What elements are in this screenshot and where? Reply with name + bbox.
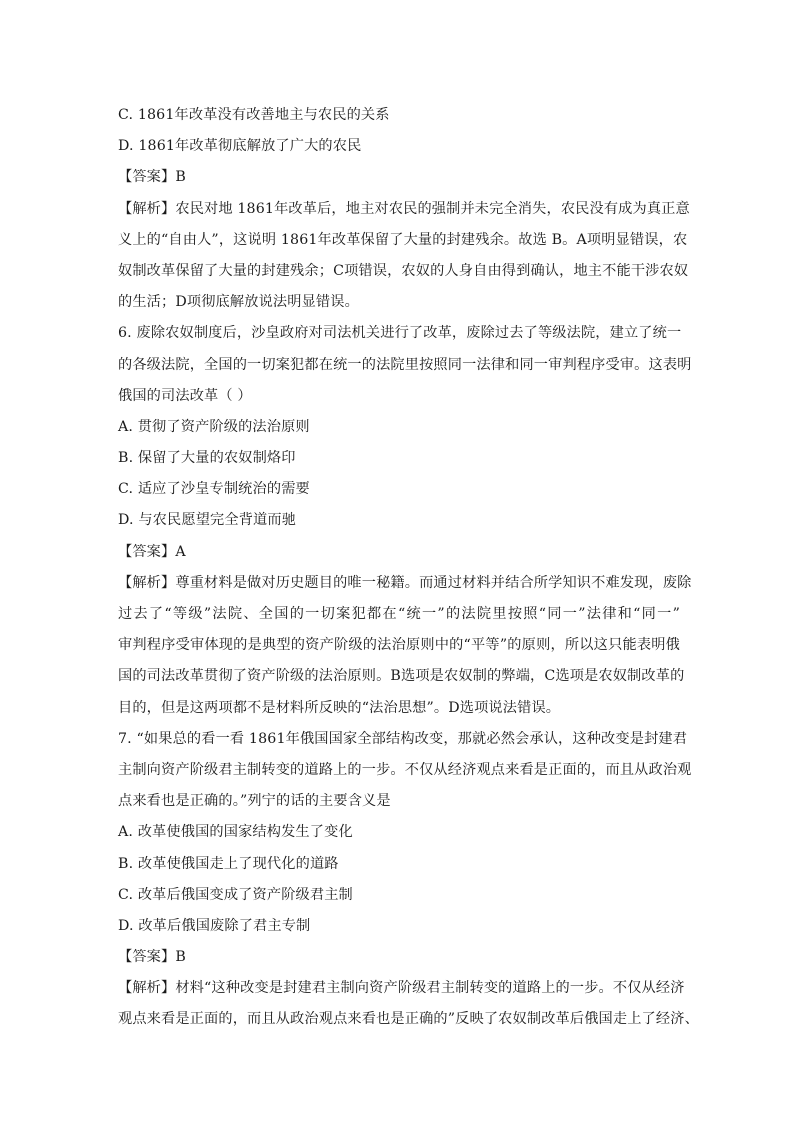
option-b-q7: B. 改革使俄国走上了现代化的道路	[118, 855, 339, 872]
analysis-q5-line-3: 奴制改革保留了大量的封建残余；C项错误，农奴的人身自由得到确认，地主不能干涉农奴	[118, 262, 689, 279]
question-6-line-2: 的各级法院，全国的一切案犯都在统一的法院里按照同一法律和同一审判程序受审。这表明	[118, 356, 692, 373]
option-a-q6: A. 贯彻了资产阶级的法治原则	[118, 418, 310, 435]
analysis-q7-line-1: 【解析】材料“这种改变是封建君主制向资产阶级君主制转变的道路上的一步。不仅从经济	[118, 980, 685, 997]
question-6-line-1: 6. 废除农奴制度后，沙皇政府对司法机关进行了改革，废除过去了等级法院，建立了统一	[118, 325, 682, 342]
option-b-q6: B. 保留了大量的农奴制烙印	[118, 450, 296, 467]
option-d-q7: D. 改革后俄国废除了君主专制	[118, 917, 311, 934]
analysis-q6-line-5: 目的，但是这两项都不是材料所反映的“法治思想”。D选项说法错误。	[118, 699, 561, 716]
question-7-line-1: 7. “如果总的看一看 1861年俄国国家全部结构改变，那就必然会承认，这种改变是封建君	[118, 730, 688, 747]
option-d-q6: D. 与农民愿望完全背道而驰	[118, 512, 297, 529]
analysis-q5-line-4: 的生活；D项彻底解放说法明显错误。	[118, 294, 359, 311]
option-c-q6: C. 适应了沙皇专制统治的需要	[118, 481, 310, 498]
answer-q7: 【答案】B	[118, 949, 186, 966]
answer-q5: 【答案】B	[118, 169, 186, 186]
answer-q6: 【答案】A	[118, 543, 186, 560]
question-7-line-2: 主制向资产阶级君主制转变的道路上的一步。不仅从经济观点来看是正面的，而且从政治观	[118, 761, 692, 778]
option-c-q5: C. 1861年改革没有改善地主与农民的关系	[118, 107, 390, 123]
analysis-q6-line-2: 过去了“等级”法院、全国的一切案犯都在“统一”的法院里按照“同一”法律和“同一”	[118, 606, 680, 622]
option-d-q5: D. 1861年改革彻底解放了广大的农民	[118, 138, 362, 155]
question-7-line-3: 点来看也是正确的。”列宁的话的主要含义是	[118, 793, 391, 810]
option-c-q7: C. 改革后俄国变成了资产阶级君主制	[118, 886, 353, 903]
analysis-q5-line-2: 义上的“自由人”，这说明 1861年改革保留了大量的封建残余。故选 B。A项明显错误，农	[118, 231, 688, 248]
analysis-q6-line-1: 【解析】尊重材料是做对历史题目的唯一秘籍。而通过材料并结合所学知识不难发现，废除	[118, 574, 692, 591]
option-a-q7: A. 改革使俄国的国家结构发生了变化	[118, 824, 353, 841]
analysis-q6-line-4: 国的司法改革贯彻了资产阶级的法治原则。B选项是农奴制的弊端，C选项是农奴制改革的	[118, 668, 685, 685]
analysis-q7-line-2: 观点来看是正面的，而且从政治观点来看也是正确的”反映了农奴制改革后俄国走上了经济、	[118, 1011, 699, 1028]
analysis-q6-line-3: 审判程序受审体现的是典型的资产阶级的法治原则中的“平等”的原则，所以这只能表明俄	[118, 637, 680, 654]
document-page	[118, 100, 699, 1036]
analysis-q5-line-1: 【解析】农民对地 1861年改革后，地主对农民的强制并未完全消失，农民没有成为真正意	[118, 200, 690, 217]
question-6-line-3: 俄国的司法改革（ ）	[118, 387, 252, 404]
